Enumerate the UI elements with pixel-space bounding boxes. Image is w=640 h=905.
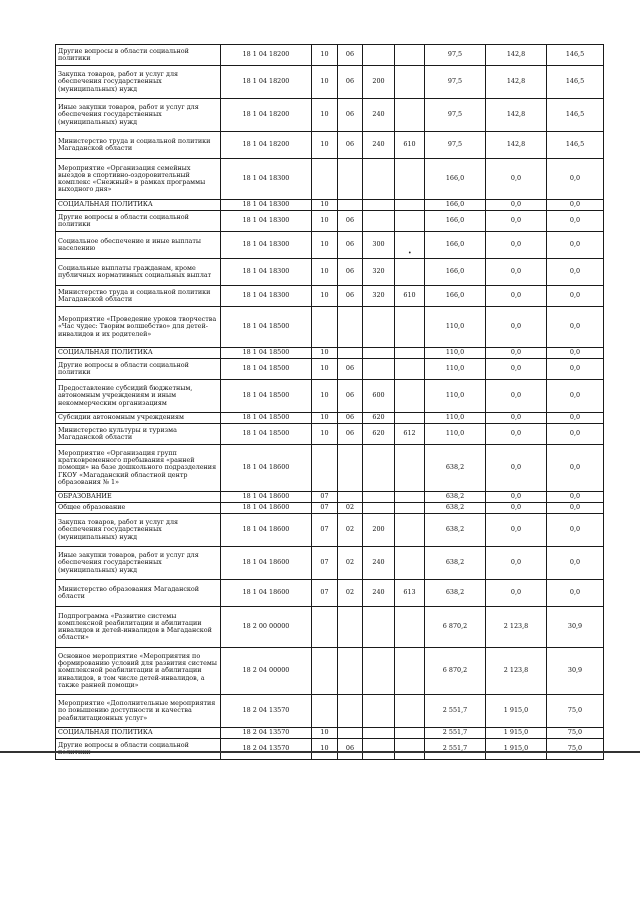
amount-year-2: 1 915,0 <box>486 695 547 728</box>
table-row <box>56 492 604 503</box>
amount-year-1: 110,0 <box>425 307 486 348</box>
amount-year-1: 638,2 <box>425 445 486 492</box>
section-code: 07 <box>312 547 338 580</box>
target-article: 18 1 04 18600 <box>221 445 312 492</box>
table-row <box>56 259 604 286</box>
admin-code: 612 <box>395 424 425 445</box>
amount-year-2: 0,0 <box>486 359 547 380</box>
admin-code <box>395 413 425 424</box>
expense-type: 240 <box>363 99 395 132</box>
subsection-code <box>338 200 363 211</box>
amount-year-3: 75,0 <box>547 739 604 760</box>
target-article: 18 2 00 00000 <box>221 607 312 648</box>
row-name: Иные закупки товаров, работ и услуг для обеспечения государственных (муниципальных) нужд <box>56 547 221 580</box>
expense-type <box>363 359 395 380</box>
amount-year-2: 0,0 <box>486 348 547 359</box>
amount-year-1: 110,0 <box>425 380 486 413</box>
table-row <box>56 232 604 259</box>
subsection-code: 02 <box>338 514 363 547</box>
target-article: 18 1 04 18500 <box>221 307 312 348</box>
admin-code <box>395 607 425 648</box>
target-article: 18 1 04 18500 <box>221 413 312 424</box>
table-row <box>56 424 604 445</box>
row-name: Мероприятие «Дополнительные мероприятия по повышению доступности и качества реабилитационных услуг» <box>56 695 221 728</box>
admin-code <box>395 728 425 739</box>
admin-code <box>395 99 425 132</box>
expense-type: 240 <box>363 132 395 159</box>
admin-code <box>395 492 425 503</box>
table-row <box>56 380 604 413</box>
table-row <box>56 648 604 695</box>
amount-year-2: 142,8 <box>486 132 547 159</box>
amount-year-3: 146,5 <box>547 132 604 159</box>
target-article: 18 1 04 18300 <box>221 286 312 307</box>
amount-year-3: 0,0 <box>547 286 604 307</box>
amount-year-1: 166,0 <box>425 259 486 286</box>
row-name: Министерство культуры и туризма Магаданской области <box>56 424 221 445</box>
target-article: 18 1 04 18600 <box>221 492 312 503</box>
expense-type <box>363 728 395 739</box>
target-article: 18 1 04 18300 <box>221 259 312 286</box>
amount-year-1: 110,0 <box>425 348 486 359</box>
row-name: Мероприятие «Организация групп кратковременного пребывания «ранней помощи» на базе дошкольного подразделения ГКОУ «Магаданский областной центр образования № 1» <box>56 445 221 492</box>
amount-year-1: 110,0 <box>425 424 486 445</box>
amount-year-3: 0,0 <box>547 232 604 259</box>
amount-year-3: 146,5 <box>547 99 604 132</box>
amount-year-3: 0,0 <box>547 359 604 380</box>
target-article: 18 1 04 18200 <box>221 132 312 159</box>
row-name: Иные закупки товаров, работ и услуг для обеспечения государственных (муниципальных) нужд <box>56 99 221 132</box>
amount-year-1: 110,0 <box>425 359 486 380</box>
amount-year-2: 0,0 <box>486 445 547 492</box>
expense-type <box>363 45 395 66</box>
row-name: Предоставление субсидий бюджетным, автономным учреждениям и иным некоммерческим организациям <box>56 380 221 413</box>
subsection-code <box>338 307 363 348</box>
admin-code <box>395 695 425 728</box>
section-code <box>312 607 338 648</box>
expense-type <box>363 200 395 211</box>
amount-year-2: 0,0 <box>486 380 547 413</box>
target-article: 18 1 04 18300 <box>221 200 312 211</box>
section-code: 10 <box>312 359 338 380</box>
target-article: 18 1 04 18600 <box>221 547 312 580</box>
admin-code <box>395 259 425 286</box>
section-code: 10 <box>312 348 338 359</box>
amount-year-2: 0,0 <box>486 286 547 307</box>
amount-year-3: 0,0 <box>547 445 604 492</box>
target-article: 18 1 04 18600 <box>221 503 312 514</box>
section-code: 10 <box>312 728 338 739</box>
budget-table-sheet <box>55 44 603 760</box>
admin-code: 613 <box>395 580 425 607</box>
subsection-code: 06 <box>338 424 363 445</box>
table-row <box>56 348 604 359</box>
amount-year-2: 1 915,0 <box>486 739 547 760</box>
amount-year-2: 0,0 <box>486 232 547 259</box>
amount-year-3: 0,0 <box>547 413 604 424</box>
admin-code <box>395 359 425 380</box>
amount-year-1: 638,2 <box>425 514 486 547</box>
row-name: Министерство образования Магаданской области <box>56 580 221 607</box>
amount-year-2: 0,0 <box>486 200 547 211</box>
amount-year-3: 0,0 <box>547 380 604 413</box>
subsection-code: 06 <box>338 380 363 413</box>
row-name: Министерство труда и социальной политики Магаданской области <box>56 286 221 307</box>
admin-code <box>395 547 425 580</box>
section-code: 10 <box>312 200 338 211</box>
amount-year-2: 142,8 <box>486 45 547 66</box>
expense-type: 620 <box>363 424 395 445</box>
section-code: 10 <box>312 286 338 307</box>
admin-code: 610 <box>395 132 425 159</box>
section-code: 10 <box>312 424 338 445</box>
subsection-code <box>338 159 363 200</box>
amount-year-2: 0,0 <box>486 413 547 424</box>
subsection-code: 06 <box>338 132 363 159</box>
amount-year-2: 0,0 <box>486 514 547 547</box>
table-row <box>56 307 604 348</box>
amount-year-2: 2 123,8 <box>486 607 547 648</box>
subsection-code <box>338 348 363 359</box>
amount-year-3: 0,0 <box>547 424 604 445</box>
expense-type: 200 <box>363 514 395 547</box>
row-name: Социальные выплаты гражданам, кроме публичных нормативных социальных выплат <box>56 259 221 286</box>
expense-type <box>363 445 395 492</box>
admin-code <box>395 159 425 200</box>
admin-code <box>395 503 425 514</box>
table-row <box>56 286 604 307</box>
row-name: Подпрограмма «Развитие системы комплексной реабилитации и абилитации инвалидов и детей-инвалидов в Магаданской области» <box>56 607 221 648</box>
row-name: Основное мероприятие «Мероприятия по формированию условий для развития системы комплексной реабилитации и абилитации инвалидов, в том числе детей-инвалидов, а также ранней помощи» <box>56 648 221 695</box>
admin-code <box>395 45 425 66</box>
section-code: 10 <box>312 413 338 424</box>
table-row <box>56 514 604 547</box>
amount-year-3: 30,9 <box>547 648 604 695</box>
subsection-code: 02 <box>338 547 363 580</box>
row-name: СОЦИАЛЬНАЯ ПОЛИТИКА <box>56 728 221 739</box>
subsection-code: 06 <box>338 413 363 424</box>
row-name: Общее образование <box>56 503 221 514</box>
amount-year-3: 0,0 <box>547 348 604 359</box>
row-name: ОБРАЗОВАНИЕ <box>56 492 221 503</box>
row-name: СОЦИАЛЬНАЯ ПОЛИТИКА <box>56 348 221 359</box>
table-row <box>56 159 604 200</box>
expense-type: 620 <box>363 413 395 424</box>
table-row <box>56 739 604 760</box>
amount-year-2: 0,0 <box>486 547 547 580</box>
budget-table-body <box>56 45 604 760</box>
section-code <box>312 159 338 200</box>
amount-year-1: 97,5 <box>425 66 486 99</box>
amount-year-1: 97,5 <box>425 45 486 66</box>
subsection-code <box>338 492 363 503</box>
row-name: Другие вопросы в области социальной политики <box>56 45 221 66</box>
amount-year-1: 166,0 <box>425 200 486 211</box>
row-name: Министерство труда и социальной политики Магаданской области <box>56 132 221 159</box>
admin-code <box>395 307 425 348</box>
expense-type <box>363 492 395 503</box>
amount-year-2: 0,0 <box>486 159 547 200</box>
section-code: 10 <box>312 66 338 99</box>
amount-year-2: 0,0 <box>486 211 547 232</box>
target-article: 18 2 04 13570 <box>221 728 312 739</box>
admin-code <box>395 66 425 99</box>
amount-year-3: 75,0 <box>547 728 604 739</box>
expense-type <box>363 739 395 760</box>
subsection-code: 06 <box>338 359 363 380</box>
admin-code <box>395 380 425 413</box>
subsection-code: 06 <box>338 99 363 132</box>
target-article: 18 1 04 18600 <box>221 514 312 547</box>
amount-year-1: 2 551,7 <box>425 695 486 728</box>
amount-year-2: 0,0 <box>486 259 547 286</box>
amount-year-1: 638,2 <box>425 492 486 503</box>
amount-year-1: 97,5 <box>425 99 486 132</box>
amount-year-2: 142,8 <box>486 99 547 132</box>
table-row <box>56 607 604 648</box>
amount-year-1: 6 870,2 <box>425 607 486 648</box>
table-row <box>56 413 604 424</box>
amount-year-3: 0,0 <box>547 492 604 503</box>
table-row <box>56 445 604 492</box>
subsection-code <box>338 445 363 492</box>
expense-type: 320 <box>363 286 395 307</box>
amount-year-2: 0,0 <box>486 492 547 503</box>
target-article: 18 1 04 18300 <box>221 211 312 232</box>
amount-year-1: 166,0 <box>425 286 486 307</box>
section-code: 10 <box>312 259 338 286</box>
section-code <box>312 307 338 348</box>
amount-year-3: 0,0 <box>547 580 604 607</box>
amount-year-1: 638,2 <box>425 547 486 580</box>
section-code: 10 <box>312 380 338 413</box>
row-name: Субсидии автономным учреждениям <box>56 413 221 424</box>
amount-year-2: 0,0 <box>486 424 547 445</box>
budget-table <box>55 44 604 760</box>
amount-year-1: 166,0 <box>425 159 486 200</box>
amount-year-1: 2 551,7 <box>425 739 486 760</box>
amount-year-3: 0,0 <box>547 200 604 211</box>
amount-year-3: 0,0 <box>547 307 604 348</box>
table-row <box>56 359 604 380</box>
page-bottom-rule <box>0 751 640 753</box>
subsection-code <box>338 607 363 648</box>
section-code: 07 <box>312 503 338 514</box>
admin-code <box>395 211 425 232</box>
expense-type <box>363 159 395 200</box>
section-code: 07 <box>312 492 338 503</box>
target-article: 18 2 04 13570 <box>221 739 312 760</box>
subsection-code <box>338 695 363 728</box>
row-name: Мероприятие «Проведение уроков творчества «Час чудес: Творим волшебство» для детей-инвалидов и их родителей» <box>56 307 221 348</box>
expense-type <box>363 211 395 232</box>
table-row <box>56 99 604 132</box>
target-article: 18 1 04 18500 <box>221 348 312 359</box>
subsection-code: 06 <box>338 259 363 286</box>
target-article: 18 1 04 18500 <box>221 359 312 380</box>
section-code <box>312 648 338 695</box>
target-article: 18 1 04 18200 <box>221 66 312 99</box>
expense-type: 240 <box>363 547 395 580</box>
table-row <box>56 695 604 728</box>
target-article: 18 2 04 00000 <box>221 648 312 695</box>
row-name: Другие вопросы в области социальной политики <box>56 739 221 760</box>
expense-type: 200 <box>363 66 395 99</box>
amount-year-2: 0,0 <box>486 580 547 607</box>
scan-speck: • <box>408 250 412 257</box>
amount-year-3: 0,0 <box>547 547 604 580</box>
section-code: 10 <box>312 739 338 760</box>
row-name: Закупка товаров, работ и услуг для обеспечения государственных (муниципальных) нужд <box>56 66 221 99</box>
section-code: 10 <box>312 232 338 259</box>
amount-year-2: 142,8 <box>486 66 547 99</box>
amount-year-3: 0,0 <box>547 159 604 200</box>
subsection-code: 06 <box>338 45 363 66</box>
table-row <box>56 132 604 159</box>
subsection-code: 06 <box>338 739 363 760</box>
expense-type <box>363 607 395 648</box>
section-code: 07 <box>312 580 338 607</box>
table-row <box>56 45 604 66</box>
admin-code: 610 <box>395 286 425 307</box>
row-name: Закупка товаров, работ и услуг для обеспечения государственных (муниципальных) нужд <box>56 514 221 547</box>
expense-type <box>363 503 395 514</box>
amount-year-3: 0,0 <box>547 503 604 514</box>
amount-year-3: 75,0 <box>547 695 604 728</box>
table-row <box>56 200 604 211</box>
amount-year-1: 97,5 <box>425 132 486 159</box>
row-name: Другие вопросы в области социальной политики <box>56 211 221 232</box>
table-row <box>56 580 604 607</box>
section-code <box>312 445 338 492</box>
amount-year-1: 166,0 <box>425 211 486 232</box>
section-code: 10 <box>312 211 338 232</box>
subsection-code: 02 <box>338 580 363 607</box>
admin-code <box>395 445 425 492</box>
section-code <box>312 695 338 728</box>
amount-year-3: 0,0 <box>547 514 604 547</box>
target-article: 18 1 04 18500 <box>221 424 312 445</box>
target-article: 18 2 04 13570 <box>221 695 312 728</box>
subsection-code <box>338 648 363 695</box>
target-article: 18 1 04 18200 <box>221 99 312 132</box>
expense-type <box>363 695 395 728</box>
target-article: 18 1 04 18300 <box>221 232 312 259</box>
subsection-code: 06 <box>338 286 363 307</box>
section-code: 10 <box>312 132 338 159</box>
admin-code <box>395 739 425 760</box>
subsection-code: 06 <box>338 232 363 259</box>
expense-type: 300 <box>363 232 395 259</box>
section-code: 10 <box>312 45 338 66</box>
amount-year-1: 110,0 <box>425 413 486 424</box>
row-name: Социальное обеспечение и иные выплаты населению <box>56 232 221 259</box>
table-row <box>56 503 604 514</box>
amount-year-2: 2 123,8 <box>486 648 547 695</box>
subsection-code: 06 <box>338 211 363 232</box>
amount-year-3: 146,5 <box>547 45 604 66</box>
amount-year-3: 0,0 <box>547 259 604 286</box>
table-row <box>56 211 604 232</box>
amount-year-2: 0,0 <box>486 503 547 514</box>
expense-type: 600 <box>363 380 395 413</box>
amount-year-1: 6 870,2 <box>425 648 486 695</box>
expense-type: 240 <box>363 580 395 607</box>
subsection-code <box>338 728 363 739</box>
amount-year-3: 0,0 <box>547 211 604 232</box>
subsection-code: 02 <box>338 503 363 514</box>
row-name: Мероприятие «Организация семейных выездов в спортивно-оздоровительный комплекс «Снежный» в рамках программы выходного дня» <box>56 159 221 200</box>
section-code: 10 <box>312 99 338 132</box>
subsection-code: 06 <box>338 66 363 99</box>
amount-year-1: 638,2 <box>425 503 486 514</box>
expense-type <box>363 648 395 695</box>
amount-year-3: 146,5 <box>547 66 604 99</box>
admin-code <box>395 648 425 695</box>
target-article: 18 1 04 18600 <box>221 580 312 607</box>
table-row <box>56 728 604 739</box>
expense-type <box>363 348 395 359</box>
table-row <box>56 547 604 580</box>
expense-type <box>363 307 395 348</box>
row-name: Другие вопросы в области социальной политики <box>56 359 221 380</box>
target-article: 18 1 04 18500 <box>221 380 312 413</box>
target-article: 18 1 04 18300 <box>221 159 312 200</box>
amount-year-2: 1 915,0 <box>486 728 547 739</box>
admin-code <box>395 514 425 547</box>
amount-year-2: 0,0 <box>486 307 547 348</box>
amount-year-3: 30,9 <box>547 607 604 648</box>
section-code: 07 <box>312 514 338 547</box>
table-row <box>56 66 604 99</box>
target-article: 18 1 04 18200 <box>221 45 312 66</box>
amount-year-1: 638,2 <box>425 580 486 607</box>
expense-type: 320 <box>363 259 395 286</box>
admin-code <box>395 348 425 359</box>
admin-code <box>395 200 425 211</box>
amount-year-1: 2 551,7 <box>425 728 486 739</box>
row-name: СОЦИАЛЬНАЯ ПОЛИТИКА <box>56 200 221 211</box>
amount-year-1: 166,0 <box>425 232 486 259</box>
